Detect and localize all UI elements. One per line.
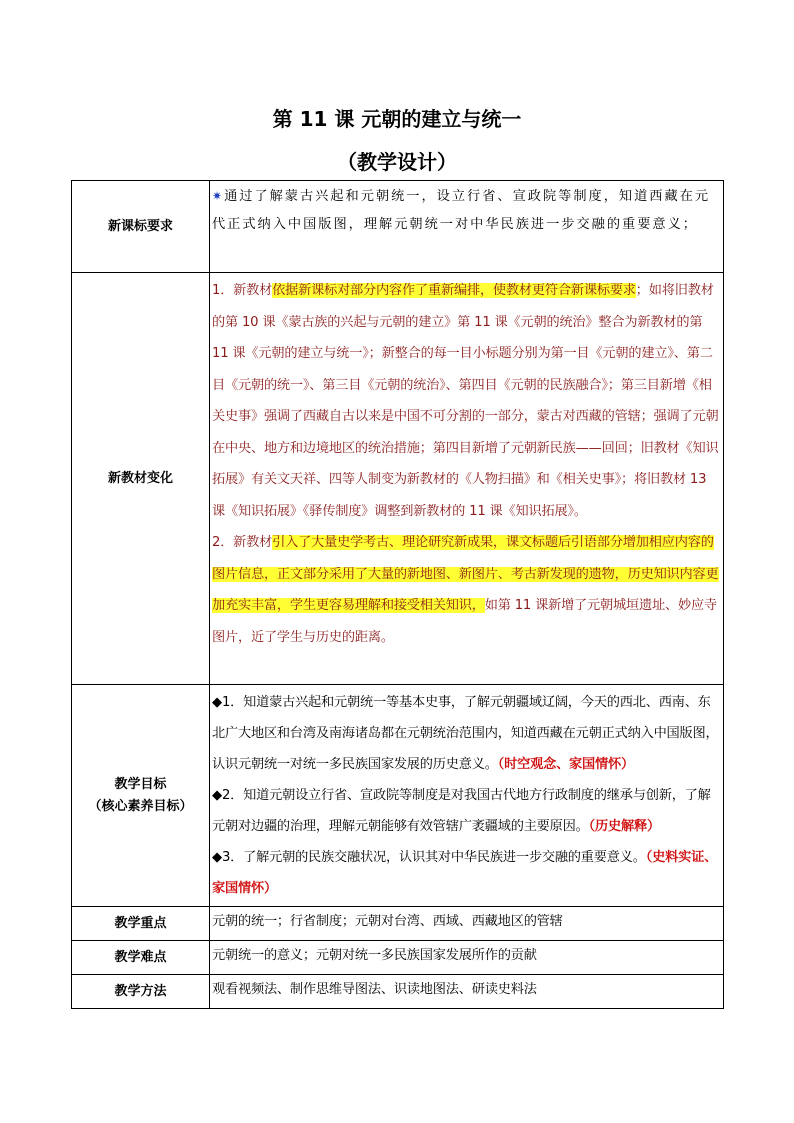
standard-text: 通过了解蒙古兴起和元朝统一，设立行省、宣政院等制度，知道西藏在元代正式纳入中国版图，理解元朝统一对中华民族进一步交融的重要意义； xyxy=(212,189,711,232)
goal-2-text: ◆2．知道元朝设立行省、宣政院等制度是对我国古代地方行政制度的继承与创新，了解元朝对边疆的治理，理解元朝能够有效管辖广袤疆域的主要原因。 xyxy=(212,788,711,834)
row-standard xyxy=(72,181,724,273)
changes-p2-highlight: 引入了大量史学考古、理论研究新成果，课文标题后引语部分增加相应内容的图片信息，正文部分采用了大量的新地图、新图片、考古新发现的遗物，历史知识内容更加充实丰富，学生更容易理解和接受相关知识， xyxy=(212,535,719,613)
row-goals xyxy=(72,685,724,907)
changes-p1-prefix: 1．新教材 xyxy=(212,283,273,298)
content-key: 元朝的统一；行省制度；元朝对台湾、西域、西藏地区的管辖 xyxy=(210,907,724,941)
content-goals xyxy=(210,685,724,907)
content-difficulty: 元朝统一的意义；元朝对统一多民族国家发展所作的贡献 xyxy=(210,941,724,975)
label-key: 教学重点 xyxy=(72,907,210,941)
changes-p2-rest: 如第 11 课新增了元朝城垣遗址、妙应寺图片，近了学生与历史的距离。 xyxy=(212,598,717,645)
goal-3-text: ◆3．了解元朝的民族交融状况，认识其对中华民族进一步交融的重要意义。 xyxy=(212,850,646,865)
goal-3 xyxy=(212,842,721,904)
goal-1 xyxy=(212,687,721,780)
content-changes xyxy=(210,273,724,685)
goal-1-tag: （时空观念、家国情怀） xyxy=(497,757,634,772)
label-standard: 新课标要求 xyxy=(72,181,210,273)
changes-paragraph-1 xyxy=(212,275,721,527)
row-key xyxy=(72,907,724,941)
label-difficulty: 教学难点 xyxy=(72,941,210,975)
goal-2-tag: （历史解释） xyxy=(588,819,660,834)
row-changes xyxy=(72,273,724,685)
goal-2 xyxy=(212,780,721,842)
document-subtitle: （教学设计） xyxy=(337,150,457,174)
goal-3-tag: （史料实证、家国情怀） xyxy=(212,850,718,896)
label-changes: 新教材变化 xyxy=(72,273,210,685)
lesson-plan-table xyxy=(71,180,724,1009)
label-goals xyxy=(72,685,210,907)
goals-label-sub: （核心素养目标） xyxy=(88,798,193,814)
star-bullet-icon: ✷ xyxy=(212,189,225,203)
goal-1-text: ◆1．知道蒙古兴起和元朝统一等基本史事，了解元朝疆域辽阔，今天的西北、西南、东北广大地区和台湾及南海诸岛都在元朝统治范围内，知道西藏在元朝正式纳入中国版图，认识元朝统一对统一多民族国家发展的历史意义。 xyxy=(212,695,719,772)
row-method xyxy=(72,975,724,1009)
content-standard xyxy=(210,181,724,273)
changes-paragraph-2 xyxy=(212,527,721,653)
row-difficulty xyxy=(72,941,724,975)
goals-label: 教学目标 xyxy=(114,776,167,792)
changes-p1-rest: ；如将旧教材的第 10 课《蒙古族的兴起与元朝的建立》第 11 课《元朝的统治》整合为新教材的第 11 课《元朝的建立与统一》；新整合的每一目小标题分别为第一目《元朝的建立》、第二目《元朝的统一》、第三目《元朝的统治》、第四目《元朝的民族融合》；第三目新增《相关史事》强调了西藏自古以来是中国不可分割的一部分，蒙古对西藏的管辖；强调了元朝在中央、地方和边境地区的统治措施；第四目新增了元朝新民族——回回；旧教材《知识拓展》有关文天祥、四等人制变为新教材的《人物扫描》和《相关史事》；将旧教材 13 课《知识拓展》《驿传制度》调整到新教材的 11 课《知识拓展》。 xyxy=(212,283,719,519)
document-title: 第 11 课 元朝的建立与统一 xyxy=(272,107,522,131)
label-method: 教学方法 xyxy=(72,975,210,1009)
changes-p2-prefix: 2．新教材 xyxy=(212,535,273,550)
content-method: 观看视频法、制作思维导图法、识读地图法、研读史料法 xyxy=(210,975,724,1009)
changes-p1-highlight: 依据新课标对部分内容作了重新编排，使教材更符合新课标要求 xyxy=(272,283,636,298)
